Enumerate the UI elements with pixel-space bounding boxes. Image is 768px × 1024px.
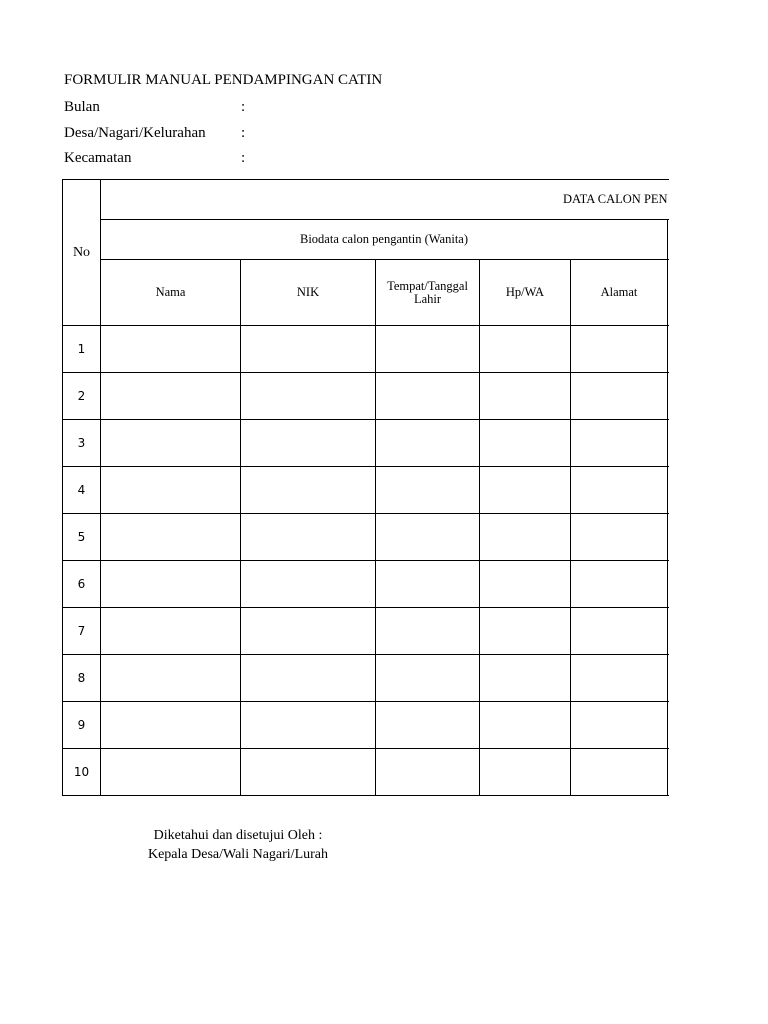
row-number: 6	[63, 561, 101, 608]
cell-nik[interactable]	[241, 514, 376, 561]
cell-tempat-tanggal-lahir[interactable]	[376, 608, 480, 655]
field-label: Bulan	[64, 99, 100, 115]
cell-hp-wa[interactable]	[480, 514, 571, 561]
col-header-nama: Nama	[101, 260, 241, 326]
cell-tempat-tanggal-lahir[interactable]	[376, 702, 480, 749]
header-data-calon-text: DATA CALON PEN	[563, 192, 668, 206]
signature-line-1: Diketahui dan disetujui Oleh :	[153, 828, 323, 843]
col-header-hp-wa: Hp/WA	[480, 260, 571, 326]
cell-alamat[interactable]	[571, 373, 668, 420]
header-biodata-extra	[668, 220, 670, 260]
table-row	[63, 702, 670, 749]
cell-hp-wa[interactable]	[480, 326, 571, 373]
table-row	[63, 467, 670, 514]
header-biodata-wanita: Biodata calon pengantin (Wanita)	[101, 220, 668, 260]
cell-extra[interactable]	[668, 749, 670, 796]
cell-nik[interactable]	[241, 608, 376, 655]
cell-nik[interactable]	[241, 561, 376, 608]
cell-nama[interactable]	[101, 561, 241, 608]
cell-alamat[interactable]	[571, 514, 668, 561]
cell-alamat[interactable]	[571, 561, 668, 608]
cell-extra[interactable]	[668, 561, 670, 608]
col-header-nik: NIK	[241, 260, 376, 326]
field-desa	[64, 125, 364, 145]
cell-nik[interactable]	[241, 326, 376, 373]
field-label: Desa/Nagari/Kelurahan	[64, 125, 206, 141]
cell-extra[interactable]	[668, 420, 670, 467]
form-table-container	[62, 179, 669, 802]
col-header-tempat-tanggal-lahir: Tempat/Tanggal Lahir	[376, 260, 480, 326]
cell-nama[interactable]	[101, 608, 241, 655]
signature-line-2: Kepala Desa/Wali Nagari/Lurah	[147, 847, 328, 862]
header-no: No	[63, 180, 101, 326]
cell-nama[interactable]	[101, 749, 241, 796]
cell-alamat[interactable]	[571, 420, 668, 467]
cell-extra[interactable]	[668, 702, 670, 749]
cell-hp-wa[interactable]	[480, 420, 571, 467]
cell-hp-wa[interactable]	[480, 467, 571, 514]
cell-extra[interactable]	[668, 655, 670, 702]
cell-nama[interactable]	[101, 326, 241, 373]
table-row	[63, 561, 670, 608]
row-number: 7	[63, 608, 101, 655]
table-row	[63, 373, 670, 420]
cell-alamat[interactable]	[571, 608, 668, 655]
field-colon: :	[241, 125, 246, 141]
col-header-extra	[668, 260, 670, 326]
cell-tempat-tanggal-lahir[interactable]	[376, 467, 480, 514]
cell-hp-wa[interactable]	[480, 749, 571, 796]
table-row	[63, 420, 670, 467]
form-table	[62, 179, 669, 796]
table-row	[63, 326, 670, 373]
cell-tempat-tanggal-lahir[interactable]	[376, 420, 480, 467]
table-row	[63, 608, 670, 655]
cell-nik[interactable]	[241, 420, 376, 467]
cell-hp-wa[interactable]	[480, 702, 571, 749]
field-label: Kecamatan	[64, 150, 132, 166]
table-row	[63, 655, 670, 702]
cell-nik[interactable]	[241, 373, 376, 420]
row-number: 4	[63, 467, 101, 514]
cell-nama[interactable]	[101, 467, 241, 514]
field-kecamatan	[64, 150, 364, 170]
col-header-alamat: Alamat	[571, 260, 668, 326]
row-number: 10	[63, 749, 101, 796]
table-row	[63, 749, 670, 796]
cell-nik[interactable]	[241, 467, 376, 514]
cell-extra[interactable]	[668, 467, 670, 514]
cell-nama[interactable]	[101, 655, 241, 702]
cell-extra[interactable]	[668, 514, 670, 561]
header-data-calon	[101, 180, 670, 220]
row-number: 5	[63, 514, 101, 561]
cell-nik[interactable]	[241, 702, 376, 749]
cell-alamat[interactable]	[571, 467, 668, 514]
form-title: FORMULIR MANUAL PENDAMPINGAN CATIN	[64, 72, 383, 88]
cell-tempat-tanggal-lahir[interactable]	[376, 373, 480, 420]
field-bulan	[64, 99, 364, 119]
cell-nama[interactable]	[101, 420, 241, 467]
cell-tempat-tanggal-lahir[interactable]	[376, 326, 480, 373]
cell-tempat-tanggal-lahir[interactable]	[376, 514, 480, 561]
cell-tempat-tanggal-lahir[interactable]	[376, 655, 480, 702]
row-number: 9	[63, 702, 101, 749]
cell-nik[interactable]	[241, 749, 376, 796]
cell-nama[interactable]	[101, 514, 241, 561]
table-row	[63, 514, 670, 561]
row-number: 2	[63, 373, 101, 420]
cell-hp-wa[interactable]	[480, 561, 571, 608]
field-colon: :	[241, 99, 246, 115]
cell-tempat-tanggal-lahir[interactable]	[376, 561, 480, 608]
cell-hp-wa[interactable]	[480, 373, 571, 420]
cell-alamat[interactable]	[571, 655, 668, 702]
row-number: 1	[63, 326, 101, 373]
cell-alamat[interactable]	[571, 702, 668, 749]
row-number: 8	[63, 655, 101, 702]
cell-extra[interactable]	[668, 608, 670, 655]
cell-hp-wa[interactable]	[480, 608, 571, 655]
cell-alamat[interactable]	[571, 749, 668, 796]
cell-hp-wa[interactable]	[480, 655, 571, 702]
cell-extra[interactable]	[668, 326, 670, 373]
signature-block	[138, 826, 338, 864]
field-colon: :	[241, 150, 246, 166]
cell-nik[interactable]	[241, 655, 376, 702]
cell-tempat-tanggal-lahir[interactable]	[376, 749, 480, 796]
cell-nama[interactable]	[101, 373, 241, 420]
cell-extra[interactable]	[668, 373, 670, 420]
cell-alamat[interactable]	[571, 326, 668, 373]
row-number: 3	[63, 420, 101, 467]
cell-nama[interactable]	[101, 702, 241, 749]
